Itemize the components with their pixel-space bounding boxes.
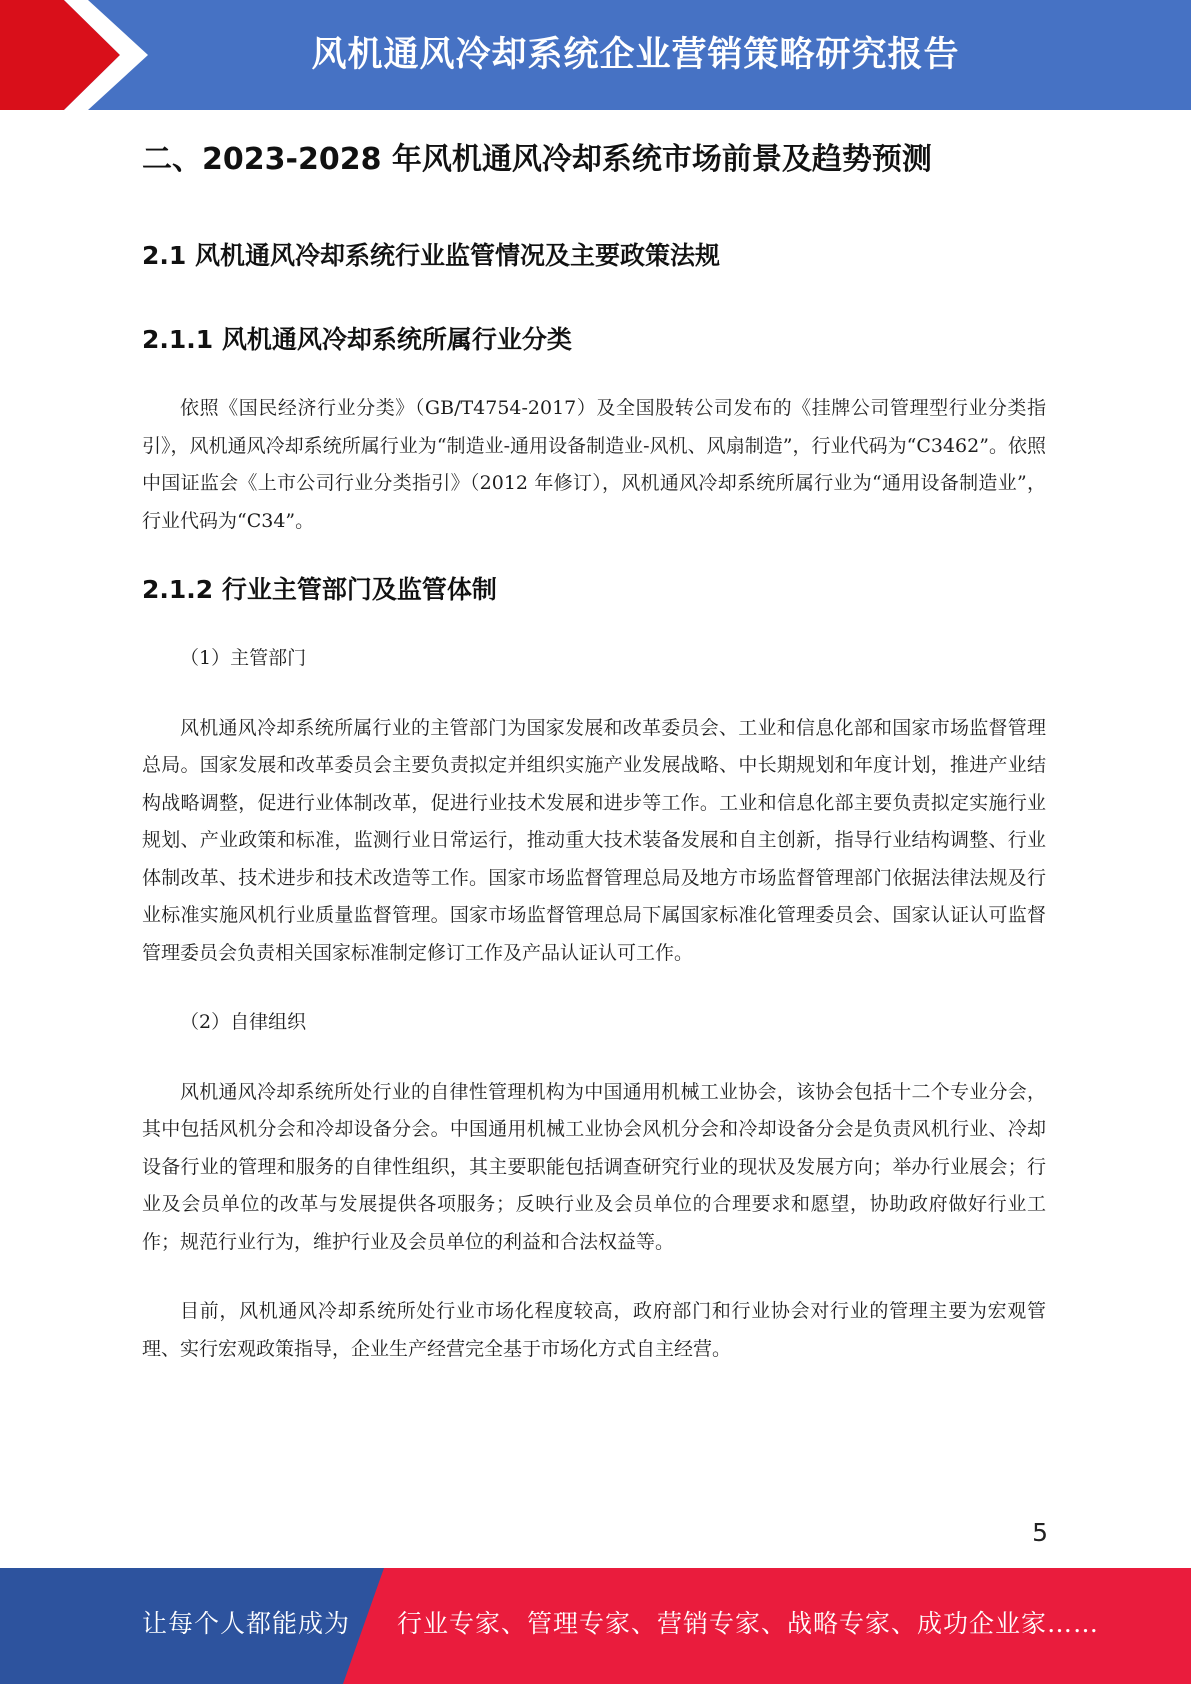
report-title: 风机通风冷却系统企业营销策略研究报告 <box>311 35 960 75</box>
paragraph-industry-classification: 依照《国民经济行业分类》（GB/T4754-2017）及全国股转公司发布的《挂牌公司管理型行业分类指引》，风机通风冷却系统所属行业为“制造业-通用设备制造业-风机、风扇制造”，行业代码为“C3462”。依照中国证监会《上市公司行业分类指引》（2012 年修订），风机通风冷却系统所属行业为“通用设备制造业”，行业代码为“C34”。 <box>142 397 1046 532</box>
paragraph-self-regulation: 风机通风冷却系统所处行业的自律性管理机构为中国通用机械工业协会，该协会包括十二个专业分会，其中包括风机分会和冷却设备分会。中国通用机械工业协会风机分会和冷却设备分会是负责风机行业、冷却设备行业的管理和服务的自律性组织，其主要职能包括调查研究行业的现状及发展方向；举办行业展会；行业及会员单位的改革与发展提供各项服务；反映行业及会员单位的合理要求和愿望，协助政府做好行业工作；规范行业行为，维护行业及会员单位的利益和合法权益等。 <box>142 1080 1046 1253</box>
subheading-self-regulation: （2）自律组织 <box>180 1011 307 1033</box>
paragraph-current-status: 目前，风机通风冷却系统所处行业市场化程度较高，政府部门和行业协会对行业的管理主要为宏观管理、实行宏观政策指导，企业生产经营完全基于市场化方式自主经营。 <box>142 1300 1046 1360</box>
header-banner <box>0 0 1191 110</box>
footer-slogan-left: 让每个人都能成为 <box>142 1609 351 1638</box>
section-heading-2-1: 2.1 风机通风冷却系统行业监管情况及主要政策法规 <box>142 241 720 270</box>
footer-banner <box>0 1568 1191 1684</box>
paragraph-authority: 风机通风冷却系统所属行业的主管部门为国家发展和改革委员会、工业和信息化部和国家市场监督管理总局。国家发展和改革委员会主要负责拟定并组织实施产业发展战略、中长期规划和年度计划，推进产业结构战略调整，促进行业体制改革，促进行业技术发展和进步等工作。工业和信息化部主要负责拟定实施行业规划、产业政策和标准，监测行业日常运行，推动重大技术装备发展和自主创新，指导行业结构调整、行业体制改革、技术进步和技术改造等工作。国家市场监督管理总局及地方市场监督管理部门依据法律法规及行业标准实施风机行业质量监督管理。国家市场监督管理总局下属国家标准化管理委员会、国家认证认可监督管理委员会负责相关国家标准制定修订工作及产品认证认可工作。 <box>142 716 1046 964</box>
page-number: 5 <box>1032 1518 1048 1547</box>
section-heading-2-1-1: 2.1.1 风机通风冷却系统所属行业分类 <box>142 325 572 354</box>
chapter-title: 二、2023-2028 年风机通风冷却系统市场前景及趋势预测 <box>142 142 932 177</box>
footer-slogan-right: 行业专家、管理专家、营销专家、战略专家、成功企业家…… <box>397 1609 1100 1638</box>
page-content <box>142 136 1046 1398</box>
subheading-authority: （1）主管部门 <box>180 647 307 669</box>
section-heading-2-1-2: 2.1.2 行业主管部门及监管体制 <box>142 575 497 604</box>
